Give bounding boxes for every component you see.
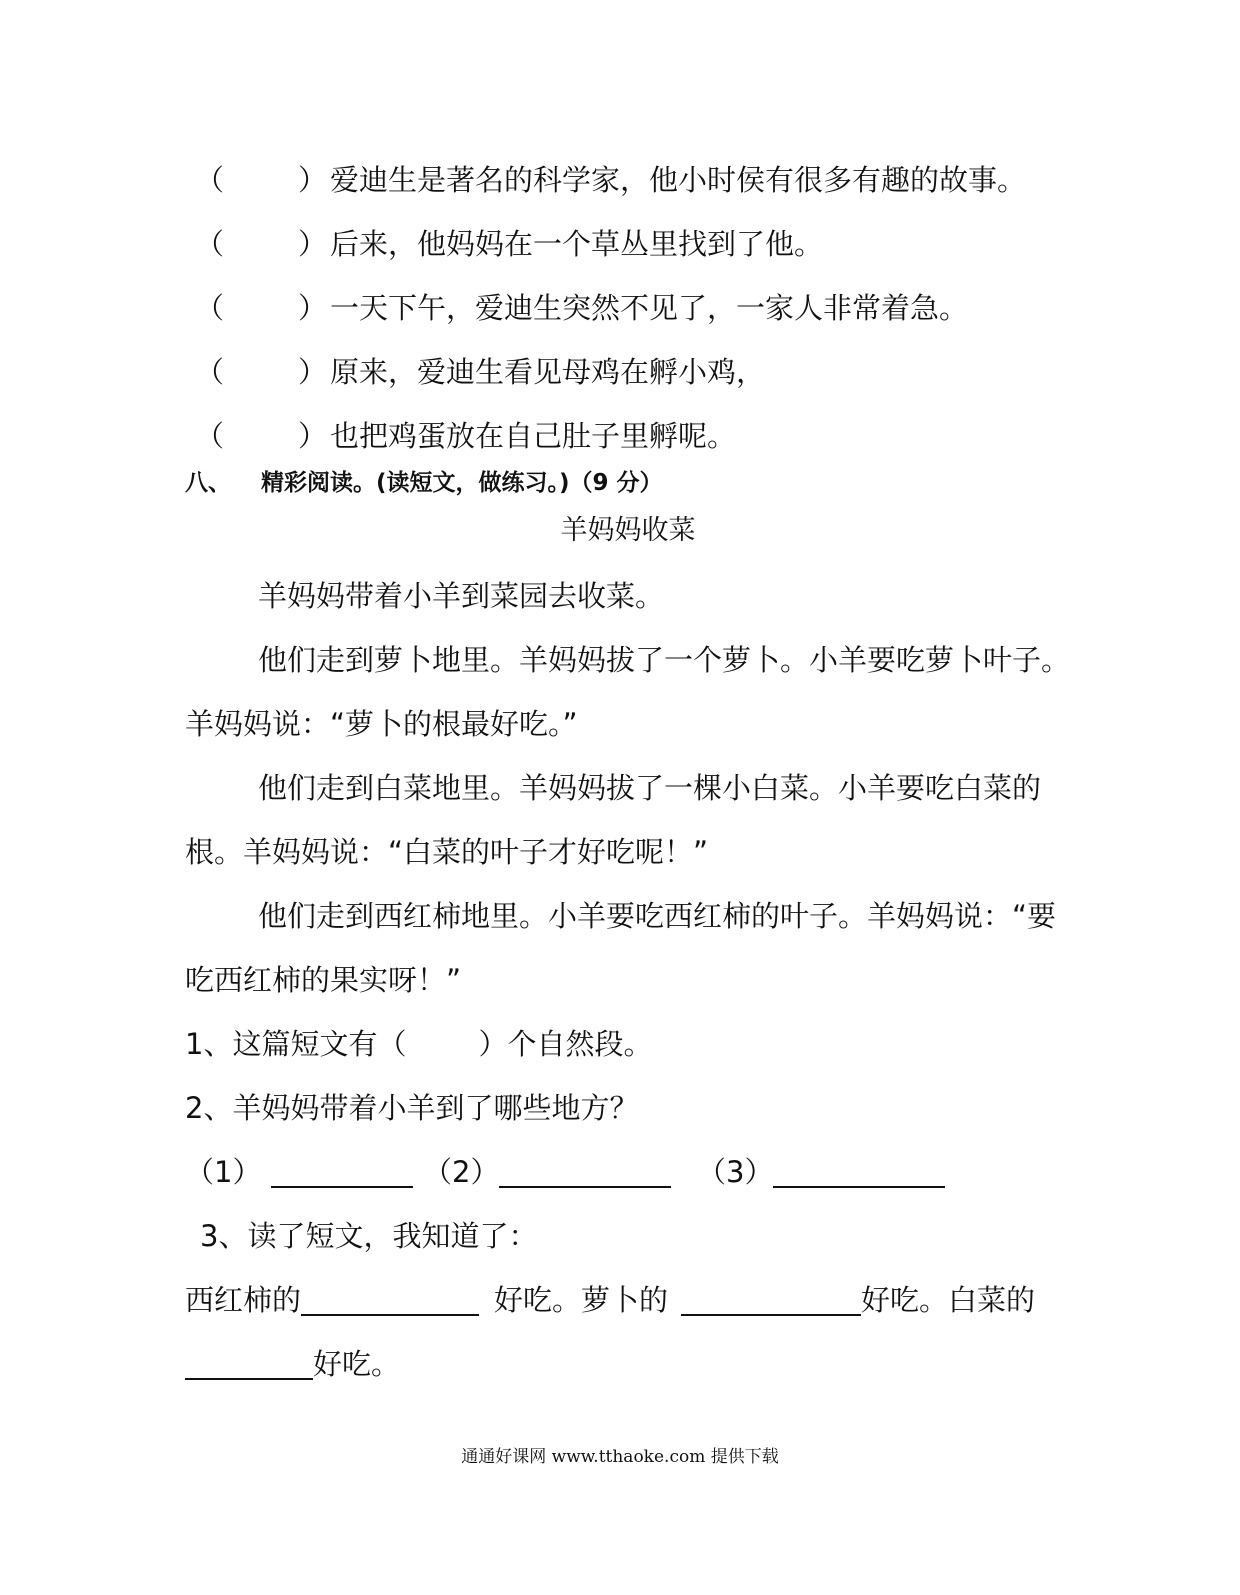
order-line [0,160,1240,200]
question-1-after: ）个自然段。 [478,1027,653,1061]
answer-blank-cabbage[interactable] [185,1350,313,1380]
order-sentence: 原来，爱迪生看见母鸡在孵小鸡， [330,355,766,389]
answer-blank-radish[interactable] [681,1286,861,1316]
answer-paren-close: ） [298,291,328,325]
order-sentence: 后来，他妈妈在一个草丛里找到了他。 [330,227,824,261]
answer-blank-2[interactable] [499,1158,671,1188]
question-1 [185,1024,652,1064]
question-3-answers-cont [185,1344,585,1384]
footer-credit: 通通好课网 www.tthaoke.com 提供下载 [461,1447,779,1467]
answer-paren-close: ） [298,163,328,197]
q3-text-4: 好吃。 [313,1347,401,1381]
section-heading [185,467,663,499]
answer-blank-tomato[interactable] [301,1286,479,1316]
order-line [0,224,1240,264]
order-line [0,352,1240,392]
answer-blank-3[interactable] [773,1158,945,1188]
q3-text-3: 好吃。白菜的 [861,1283,1036,1317]
answer-paren-open: （ [195,355,225,389]
section-title: 精彩阅读。(读短文，做练习。)（9 分） [261,470,663,496]
answer-paren-close: ） [298,355,328,389]
answer-paren-open: （ [195,419,225,453]
answer-paren-close: ） [298,227,328,261]
answer-paren-open: （ [195,163,225,197]
question-2: 2、羊妈妈带着小羊到了哪些地方？ [185,1091,639,1125]
story-paragraph: 羊妈妈带着小羊到菜园去收菜。 [258,579,665,613]
answer-blank-1[interactable] [271,1158,413,1188]
answer-paren-open: （ [195,291,225,325]
order-line [0,288,1240,328]
answer-label-3: （3） [697,1155,774,1189]
story-paragraph: 他们走到萝卜地里。羊妈妈拔了一个萝卜。小羊要吃萝卜叶子。 [258,643,1071,677]
order-sentence: 爱迪生是著名的科学家，他小时侯有很多有趣的故事。 [330,163,1027,197]
order-sentence: 一天下午，爱迪生突然不见了，一家人非常着急。 [330,291,969,325]
question-3-answers [185,1280,1055,1320]
question-3: 3、读了短文，我知道了： [200,1219,538,1253]
story-paragraph-cont: 吃西红柿的果实呀！” [185,963,462,997]
answer-label-1: （1） [185,1155,262,1189]
section-number: 八、 [185,470,231,496]
question-1-before: 1、这篇短文有（ [185,1027,407,1061]
story-paragraph-cont: 羊妈妈说：“萝卜的根最好吃。” [185,707,578,741]
story-paragraph: 他们走到西红柿地里。小羊要吃西红柿的叶子。羊妈妈说：“要 [258,899,1057,933]
question-2-answers [185,1152,985,1192]
answer-paren-open: （ [195,227,225,261]
answer-label-2: （2） [423,1155,500,1189]
story-paragraph-cont: 根。羊妈妈说：“白菜的叶子才好吃呢！” [185,835,709,869]
answer-paren-close: ） [298,419,328,453]
story-paragraph: 他们走到白菜地里。羊妈妈拔了一棵小白菜。小羊要吃白菜的 [258,771,1042,805]
story-title: 羊妈妈收菜 [560,515,696,546]
order-sentence: 也把鸡蛋放在自己肚子里孵呢。 [330,419,737,453]
q3-text-2: 好吃。萝卜的 [494,1283,669,1317]
q3-text-1: 西红柿的 [185,1283,302,1317]
order-line [0,416,1240,456]
